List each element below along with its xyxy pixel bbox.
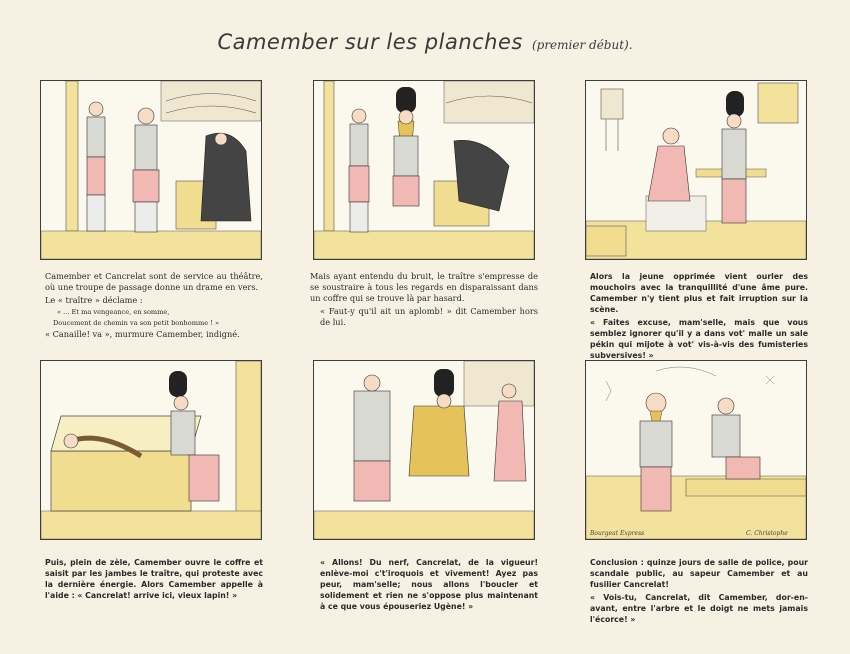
panel-2-drawing [314,81,534,259]
panel-5-caption [310,557,538,614]
caption-text: « Canaille! va », murmure Camember, indigné. [45,329,240,339]
panel-6-illustration [585,360,807,540]
panel-4-caption [35,557,263,603]
panel-5-illustration [313,360,535,540]
caption-text: « Faites excuse, mam'selle, mais que vous semblez ignorer qu'il y a dans vot' malle un sale pékin qui mijote à vot' vis-à-vis des fumisteries subversives! » [590,318,808,360]
panel-2-illustration [313,80,535,260]
panel-3-drawing [586,81,806,259]
panel-4-illustration [40,360,262,540]
panel-4-drawing [41,361,261,539]
title-sub: (premier début). [531,38,633,52]
caption-text: Puis, plein de zèle, Camember ouvre le coffre et saisit par les jambes le traître, qui proteste avec la dernière énergie. Alors Camember appelle à l'aide : « Cancrelat! arrive ici, vieux lapin! » [45,558,263,600]
caption-quote: « ... Et ma vengeance, en somme, [57,308,170,316]
caption-text: Alors la jeune opprimée vient ourler des mouchoirs avec la tranquillité d'une âme pure. Camember n'y tient plus et fait irruption sur la scène. [590,272,808,314]
caption-text: Mais ayant entendu du bruit, le traître s'empresse de se soustraire à tous les regards en disparaissant dans un coffre qui se trouve là par hasard. [310,271,538,303]
caption-text: Le « traître » déclame : [45,295,143,305]
title-main: Camember sur les planches [217,30,523,54]
signature-right: C. Christophe [746,530,788,537]
caption-text: Conclusion : quinze jours de salle de police, pour scandale public, au sapeur Camember et au fusilier Cancrelat! [590,558,808,589]
panel-2-caption [310,271,538,330]
panel-6-caption [580,557,808,627]
panel-1-drawing [41,81,261,259]
panel-3-illustration [585,80,807,260]
panel-3-caption [580,271,808,363]
caption-text: Camember et Cancrelat sont de service au théâtre, où une troupe de passage donne un drame en vers. [45,271,263,292]
panel-6-drawing [586,361,806,539]
panel-1-caption [35,271,263,342]
panel-1-illustration [40,80,262,260]
page-title [0,30,850,54]
signature-left: Bourgeat Express [590,530,645,537]
caption-quote: Doucement de chemin va son petit bonhomme ! » [53,318,220,327]
caption-text: « Faut-y qu'il ait un aplomb! » dit Camember hors de lui. [320,306,538,327]
panel-5-drawing [314,361,534,539]
caption-text: « Allons! Du nerf, Cancrelat, de la vigueur! enlève-moi c't'iroquois et vivement! Ayez pas peur, mam'selle; nous allons l'boucler et solidement et rien ne s'oppose plus maintenant à ce que vous épouseriez Ugène! » [320,558,538,611]
caption-text: « Vois-tu, Cancrelat, dit Camember, dor-en-avant, entre l'arbre et le doigt ne mets jamais l'écorce! » [590,593,808,624]
